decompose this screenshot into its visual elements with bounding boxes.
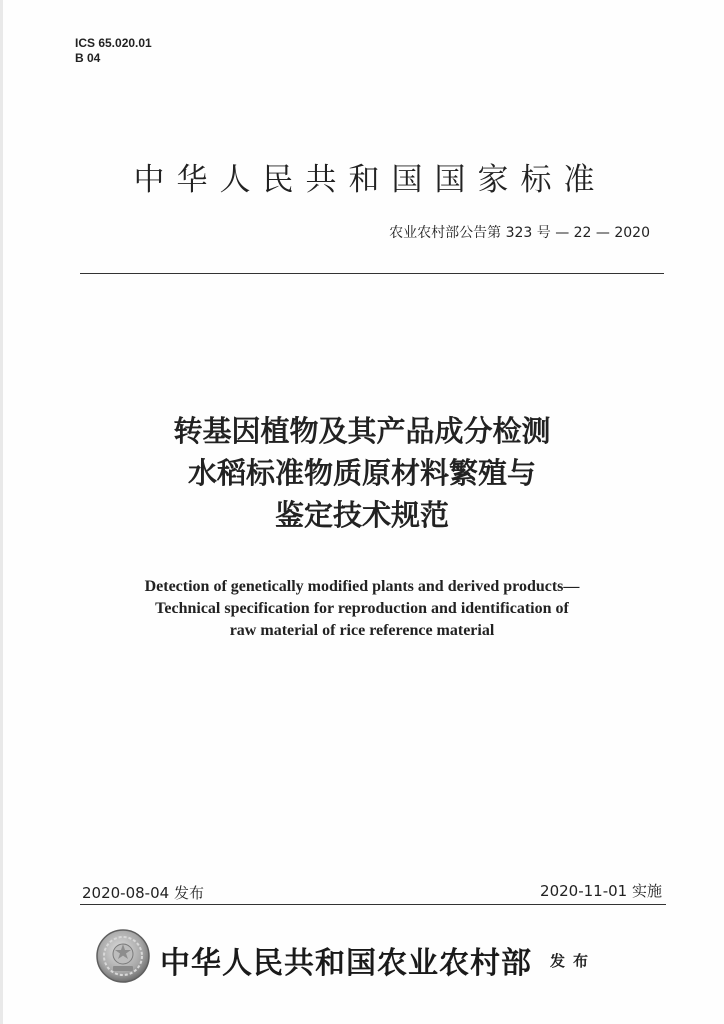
issuing-ministry: 中华人民共和国农业农村部: [160, 946, 532, 981]
standard-number: 农业农村部公告第 323 号 — 22 — 2020: [389, 225, 650, 241]
issue-date: 2020-08-04 发布: [82, 884, 204, 902]
zh-title-line-2: 水稻标准物质原材料繁殖与: [187, 456, 536, 490]
en-title-line-1: Detection of genetically modified plants and derived products—: [144, 578, 580, 595]
ccs-code: B 04: [75, 51, 101, 65]
english-document-title: [60, 576, 664, 642]
en-title-line-2: Technical specification for reproduction and identification of: [155, 600, 569, 617]
national-standard-title: 中华人民共和国国家标准: [133, 162, 607, 198]
bottom-divider: [80, 904, 666, 905]
top-divider: [80, 273, 664, 274]
zh-title-line-1: 转基因植物及其产品成分检测: [173, 414, 551, 448]
en-title-line-3: raw material of rice reference material: [229, 622, 495, 639]
zh-title-line-3: 鉴定技术规范: [274, 498, 449, 532]
implementation-date: 2020-11-01 实施: [540, 882, 662, 900]
chinese-document-title: [60, 410, 664, 536]
classification-codes: [75, 36, 152, 66]
publish-label: 发布: [550, 952, 597, 970]
national-emblem-icon: [95, 928, 151, 984]
ics-code: ICS 65.020.01: [75, 36, 152, 50]
